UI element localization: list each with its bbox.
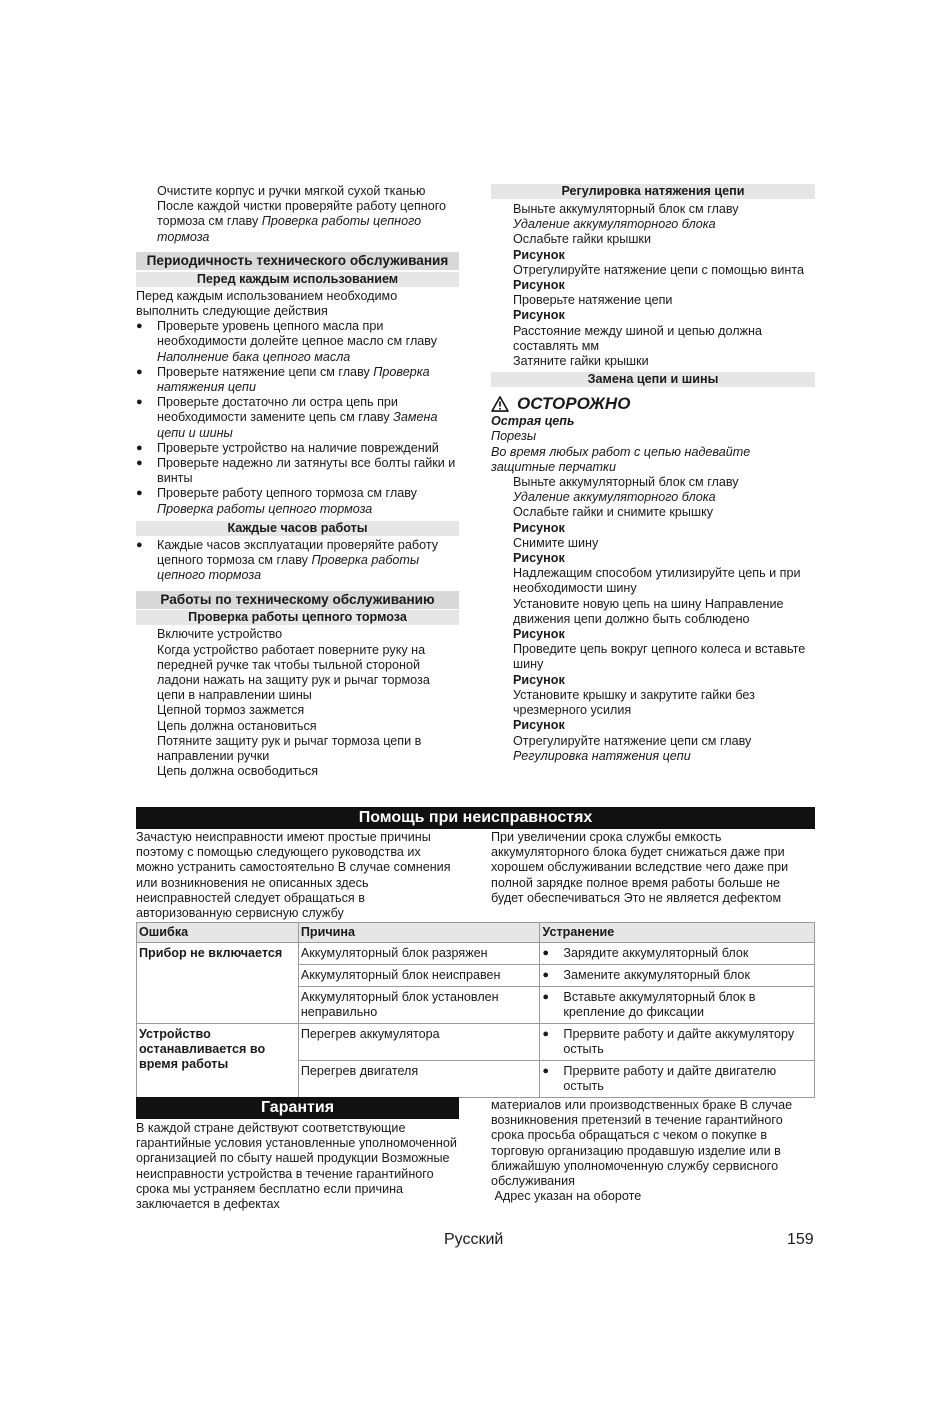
tension-step: Удаление аккумуляторного блока (513, 217, 716, 232)
before-use-list (136, 319, 459, 517)
list-item-ref: Замена цепи и шины (157, 410, 438, 440)
figure-label: Рисунок (513, 672, 565, 687)
tension-step: Отрегулируйте натяжение цепи с помощью винта (513, 262, 804, 277)
replace-step: Отрегулируйте натяжение цепи см главу (513, 733, 752, 748)
replace-step: Установите крышку и закрутите гайки без чрезмерного усилия (513, 687, 755, 718)
hours-item-text: Каждые часов эксплуатации проверяйте работу цепного тормоза см главу (157, 537, 439, 568)
tension-step: Затяните гайки крышки (513, 354, 649, 369)
tension-step: Проверьте натяжение цепи (513, 293, 673, 308)
error-cell: Прибор не включается (137, 943, 299, 1024)
replace-step: Удаление аккумуляторного блока (513, 490, 716, 505)
figure-label: Рисунок (513, 247, 565, 262)
list-item-text: Проверьте устройство на наличие повреждений (157, 440, 439, 455)
list-item-text: Проверьте надежно ли затянуты все болты гайки и винты (157, 456, 456, 486)
fix-text: ● Зарядите аккумуляторный блок (542, 946, 812, 961)
page-number: 159 (787, 1231, 814, 1248)
warranty-address-note: Адрес указан на обороте (491, 1189, 642, 1204)
tension-step: Выньте аккумуляторный блок см главу (513, 202, 739, 216)
replace-step: Снимите шину (513, 535, 599, 550)
column-header-fix: Устранение (540, 923, 815, 943)
cause-cell: Аккумуляторный блок неисправен (298, 965, 540, 987)
fix-text: ● Прервите работу и дайте двигателю остыть (542, 1064, 812, 1094)
figure-label: Рисунок (513, 718, 565, 733)
brake-check-step: Цепь должна остановиться (157, 718, 317, 733)
caution-title (491, 394, 815, 414)
brake-check-step: Потяните защиту рук и рычаг тормоза цепи в направлении ручки (157, 733, 422, 764)
warranty-left-text: В каждой стране действуют соответствующие гарантийные условия установленные уполномоченной организацией по сбыту нашей продукции Возможные неисправности устройства в течение гарантийного срока мы устраняем бесплатно если причина заключается в дефектах (136, 1121, 457, 1212)
cleaning-line-2-ref: Проверка работы цепного тормоза (157, 214, 422, 244)
warranty-title: Гарантия (136, 1097, 459, 1119)
replace-steps (491, 475, 815, 764)
figure-label: Рисунок (513, 278, 565, 293)
list-item (136, 441, 459, 456)
cause-cell: Аккумуляторный блок разряжен (298, 943, 540, 965)
fix-cell (540, 965, 815, 987)
tension-steps (491, 202, 815, 369)
list-item-text: Проверьте уровень цепного масла при необходимости долейте цепное масло см главу (157, 319, 438, 349)
list-item-text: Проверьте достаточно ли остра цепь при необходимости замените цепь см главу (157, 395, 398, 425)
list-item-ref: Проверка натяжения цепи (157, 364, 430, 395)
table-row (137, 943, 815, 965)
list-item-ref: Проверка работы цепного тормоза (157, 501, 373, 516)
troubleshooting-intro-right: При увеличении срока службы емкость аккумуляторного блока будет снижаться даже при хорошем обслуживании вследствие чего даже при полной зарядке полное время работы больше не будет обеспечиваться Это не является дефектом (491, 830, 789, 905)
list-item (136, 365, 459, 395)
troubleshooting-title: Помощь при неисправностях (136, 807, 815, 829)
list-item (136, 319, 459, 365)
replace-header: Замена цепи и шины (491, 372, 815, 387)
fix-cell (540, 1024, 815, 1061)
list-item (136, 395, 459, 441)
brake-check-steps (136, 627, 459, 779)
maintenance-interval-header: Периодичность технического обслуживания (136, 252, 459, 270)
replace-step: Выньте аккумуляторный блок см главу (513, 475, 739, 490)
table-header-row (137, 923, 815, 943)
fix-text: ● Замените аккумуляторный блок (542, 968, 812, 983)
warning-triangle-icon (491, 396, 509, 412)
fix-text: ● Вставьте аккумуляторный блок в крепление до фиксации (542, 990, 812, 1020)
list-item (136, 538, 459, 584)
left-column (136, 184, 459, 780)
brake-check-step: Цепной тормоз зажмется (157, 703, 305, 718)
cleaning-line-1: Очистите корпус и ручки мягкой сухой тканью (157, 184, 426, 198)
figure-label: Рисунок (513, 308, 565, 323)
column-header-error: Ошибка (137, 923, 299, 943)
caution-title-text: ОСТОРОЖНО (517, 394, 631, 414)
brake-check-step: Цепь должна освободиться (157, 764, 319, 779)
hours-list (136, 538, 459, 584)
works-header: Работы по техническому обслуживанию (136, 591, 459, 609)
fix-text: ● Прервите работу и дайте аккумулятору остыть (542, 1027, 812, 1057)
brake-check-header: Проверка работы цепного тормоза (136, 610, 459, 625)
error-cell: Устройство останавливается во время работы (137, 1024, 299, 1098)
cause-cell: Аккумуляторный блок установлен неправильно (298, 987, 540, 1024)
before-use-intro: Перед каждым использованием необходимо выполнить следующие действия (136, 288, 398, 319)
figure-label: Рисунок (513, 627, 565, 642)
troubleshooting-table (136, 922, 815, 1098)
table-row (137, 1024, 815, 1061)
cleaning-line-2-text: После каждой чистки проверяйте работу цепного тормоза см главу (157, 199, 447, 229)
replace-step: Установите новую цепь на шину Направление движения цепи должно быть соблюдено (513, 596, 784, 626)
cleaning-line-2 (157, 199, 459, 245)
replace-step: Регулировка натяжения цепи (513, 748, 691, 763)
cause-cell: Перегрев аккумулятора (298, 1024, 540, 1061)
troubleshooting-intro-left: Зачастую неисправности имеют простые причины поэтому с помощью следующего руководства их можно устранить самостоятельно В случае сомнения или возникновения не описанных здесь неисправностей следует обращаться в авторизованную сервисную службу (136, 830, 451, 921)
column-header-cause: Причина (298, 923, 540, 943)
footer-language: Русский (444, 1231, 504, 1248)
list-item-text: Проверьте натяжение цепи см главу (157, 364, 374, 379)
hours-header: Каждые часов работы (136, 521, 459, 536)
list-item (136, 456, 459, 486)
figure-label: Рисунок (513, 551, 565, 566)
list-item-ref: Наполнение бака цепного масла (157, 349, 351, 364)
brake-check-step: Включите устройство (157, 627, 283, 642)
caution-line: Порезы (491, 429, 537, 444)
before-use-header: Перед каждым использованием (136, 272, 459, 287)
fix-cell (540, 1061, 815, 1098)
fix-cell (540, 943, 815, 965)
cleaning-note (136, 184, 459, 245)
figure-label: Рисунок (513, 520, 565, 535)
replace-step: Проведите цепь вокруг цепного колеса и вставьте шину (513, 642, 806, 672)
fix-cell (540, 987, 815, 1024)
hours-item-ref: Проверка работы цепного тормоза (157, 553, 420, 583)
caution-line: Во время любых работ с цепью надевайте защитные перчатки (491, 444, 751, 474)
list-item (136, 486, 459, 516)
warranty-right-text: материалов или производственных браке В случае возникновения претензий в течение гарантийного срока просьба обращаться с чеком о покупке в торговую организацию продавшую изделие или в ближайшую уполномоченную службу сервисного обслуживания (491, 1098, 793, 1189)
tension-step: Ослабьте гайки крышки (513, 232, 651, 247)
tension-header: Регулировка натяжения цепи (491, 184, 815, 199)
cause-cell: Перегрев двигателя (298, 1061, 540, 1098)
right-column (491, 184, 815, 764)
replace-step: Ослабьте гайки и снимите крышку (513, 505, 714, 520)
brake-check-step: Когда устройство работает поверните руку на передней ручке так чтобы тыльной стороной ладони нажать на защиту рук и рычаг тормоза цепи в направлении шины (157, 642, 430, 703)
tension-step: Расстояние между шиной и цепью должна составлять мм (513, 323, 762, 353)
replace-step: Надлежащим способом утилизируйте цепь и при необходимости шину (513, 566, 801, 596)
caution-lines (491, 414, 815, 475)
list-item-text: Проверьте работу цепного тормоза см главу (157, 486, 417, 501)
warranty-right-block (491, 1098, 815, 1204)
caution-line: Острая цепь (491, 414, 575, 429)
